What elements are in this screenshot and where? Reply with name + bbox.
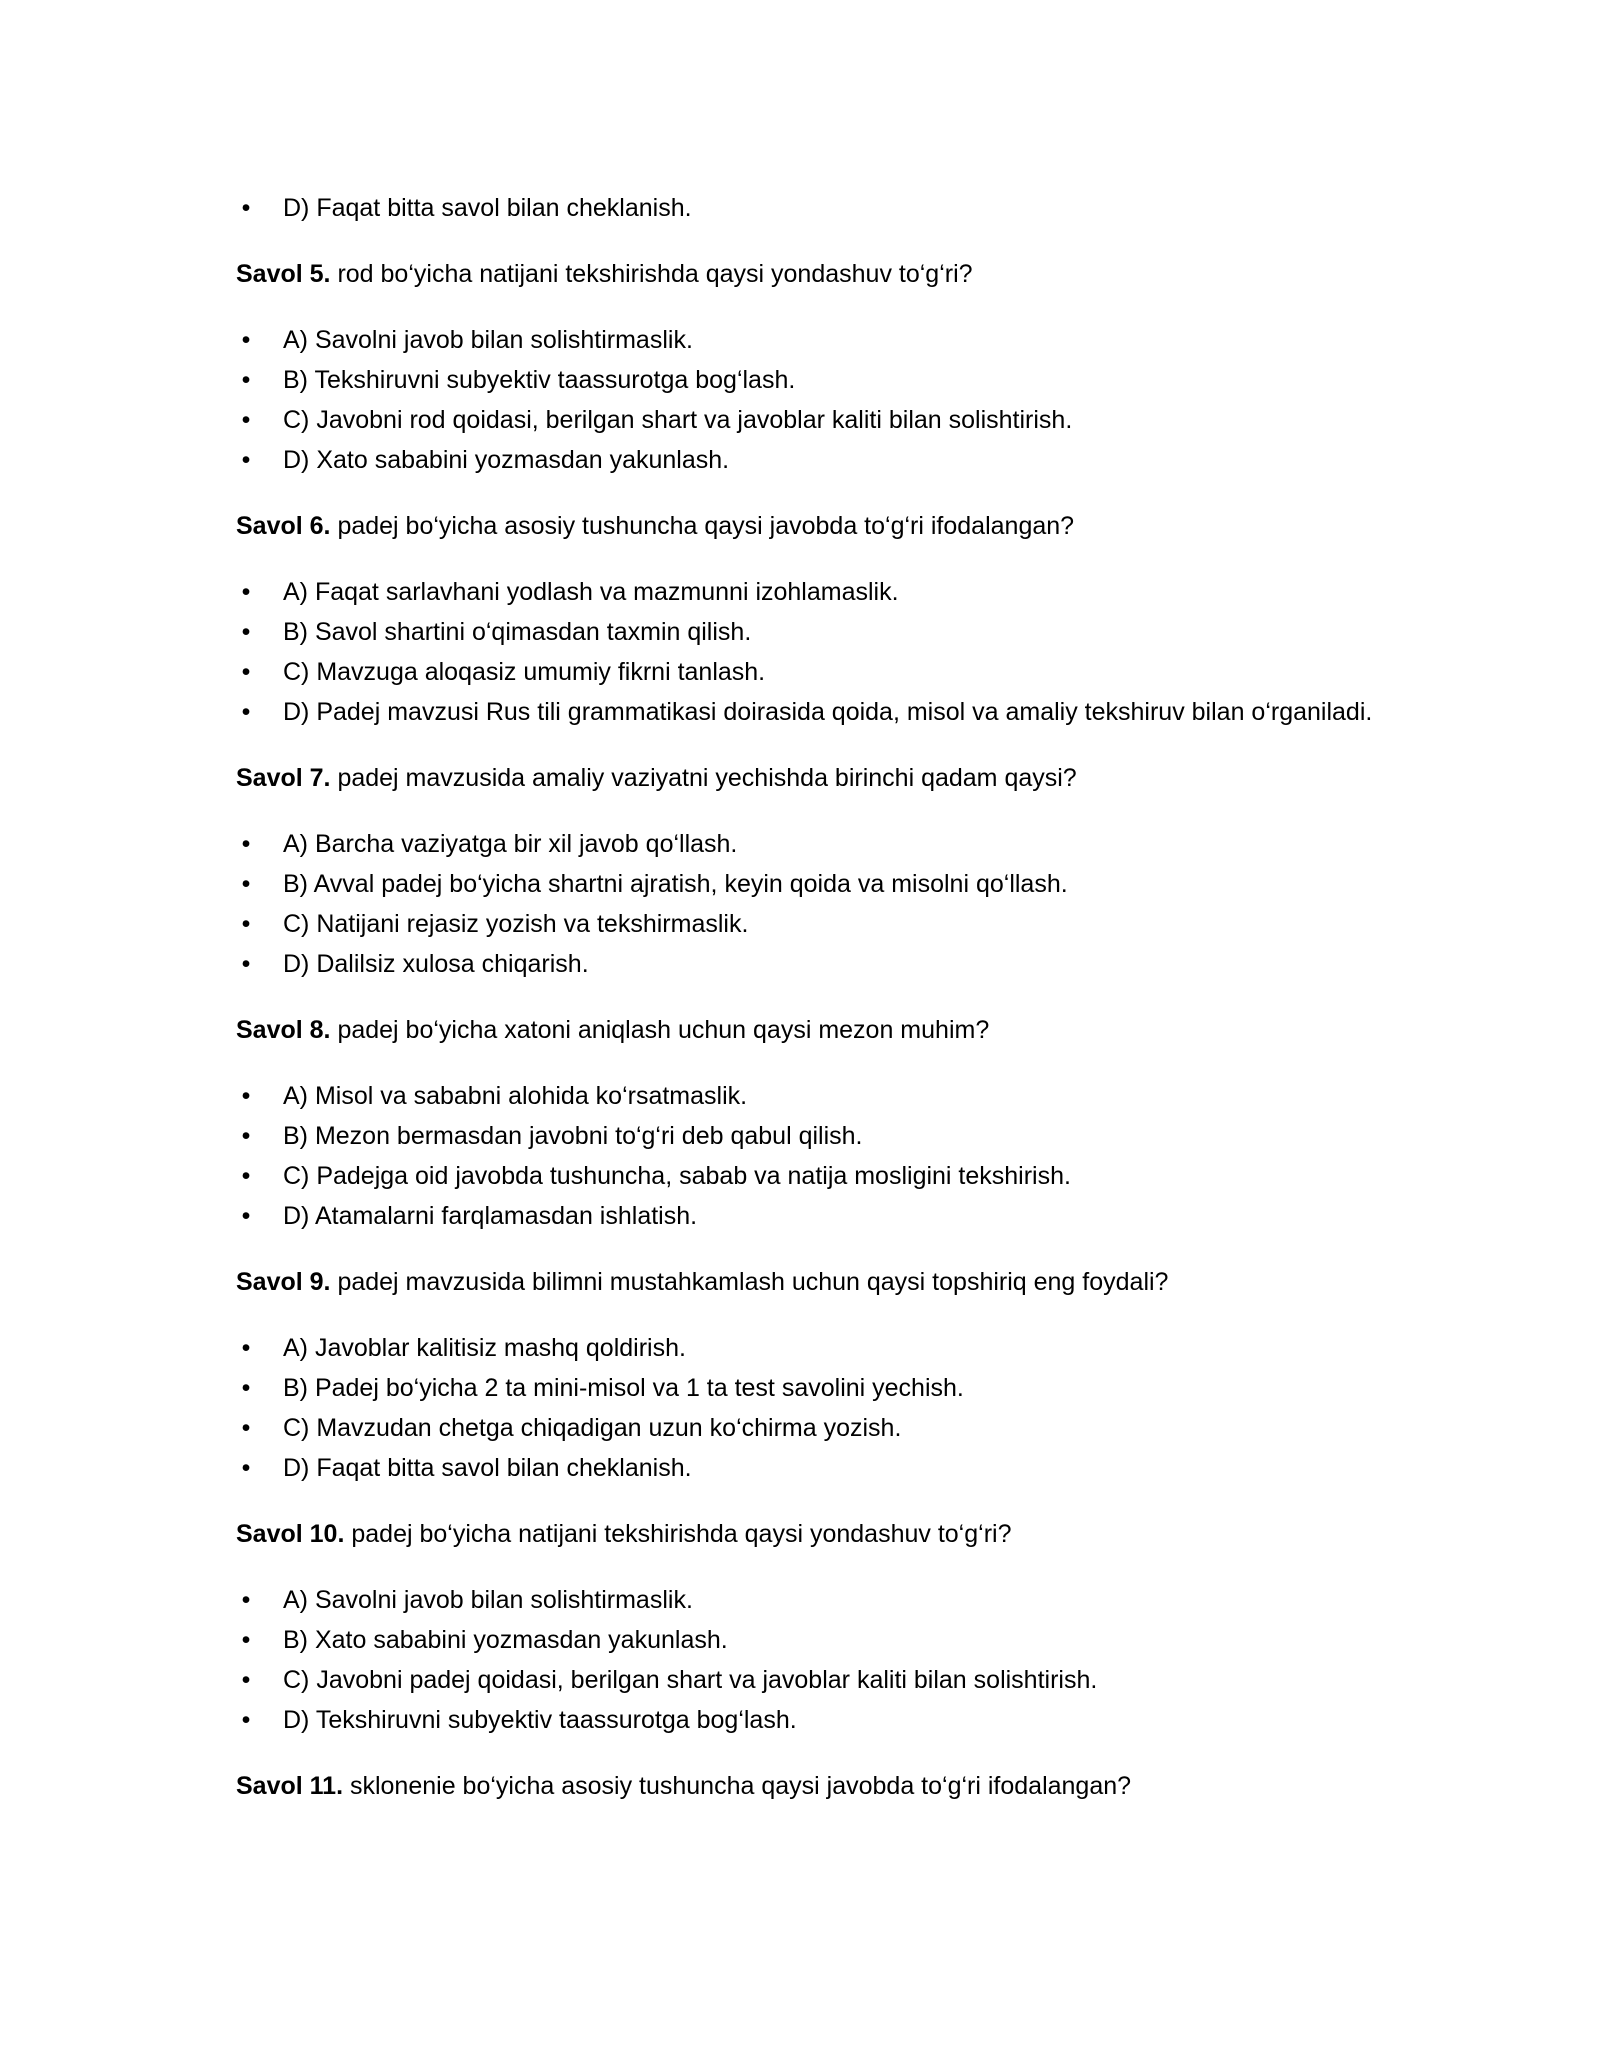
list-item <box>236 1328 1400 1368</box>
question-heading <box>236 1262 1400 1302</box>
option-text: B) Tekshiruvni subyektiv taassurotga bog‘lash. <box>283 366 796 394</box>
option-text: D) Faqat bitta savol bilan cheklanish. <box>283 194 692 222</box>
bullet-icon: • <box>241 1162 251 1190</box>
list-item <box>236 572 1400 612</box>
bullet-icon: • <box>241 830 251 858</box>
bullet-icon: • <box>241 1082 251 1110</box>
list-item <box>236 1700 1400 1740</box>
list-item <box>236 1620 1400 1660</box>
bullet-icon: • <box>241 194 251 222</box>
option-text: D) Padej mavzusi Rus tili grammatikasi doirasida qoida, misol va amaliy tekshiruv bilan o‘rganiladi. <box>283 698 1373 726</box>
list-item <box>236 1448 1400 1488</box>
option-list <box>236 188 1400 228</box>
question-number: Savol 11. <box>236 1772 344 1800</box>
list-item <box>236 1116 1400 1156</box>
list-item <box>236 1660 1400 1700</box>
option-list <box>236 1580 1400 1740</box>
bullet-icon: • <box>241 950 251 978</box>
question-text: padej bo‘yicha asosiy tushuncha qaysi javobda to‘g‘ri ifodalangan? <box>330 512 1075 540</box>
question-text: padej mavzusida amaliy vaziyatni yechishda birinchi qadam qaysi? <box>330 764 1077 792</box>
question-text: padej bo‘yicha natijani tekshirishda qaysi yondashuv to‘g‘ri? <box>344 1520 1012 1548</box>
question-number: Savol 5. <box>236 260 331 288</box>
list-item <box>236 1156 1400 1196</box>
list-item <box>236 188 1400 228</box>
question-number: Savol 7. <box>236 764 331 792</box>
question-heading <box>236 1010 1400 1050</box>
option-list <box>236 1076 1400 1236</box>
question-number: Savol 6. <box>236 512 331 540</box>
option-text: A) Faqat sarlavhani yodlash va mazmunni izohlamaslik. <box>283 578 899 606</box>
question-heading <box>236 758 1400 798</box>
bullet-icon: • <box>241 910 251 938</box>
bullet-icon: • <box>241 1666 251 1694</box>
question-text: padej mavzusida bilimni mustahkamlash uchun qaysi topshiriq eng foydali? <box>330 1268 1169 1296</box>
bullet-icon: • <box>241 1706 251 1734</box>
question-text: padej bo‘yicha xatoni aniqlash uchun qaysi mezon muhim? <box>330 1016 990 1044</box>
list-item <box>236 652 1400 692</box>
option-text: C) Padejga oid javobda tushuncha, sabab va natija mosligini tekshirish. <box>283 1162 1071 1190</box>
bullet-icon: • <box>241 406 251 434</box>
question-text: sklonenie bo‘yicha asosiy tushuncha qaysi javobda to‘g‘ri ifodalangan? <box>343 1772 1132 1800</box>
question-heading <box>236 1514 1400 1554</box>
list-item <box>236 692 1400 732</box>
option-text: D) Atamalarni farqlamasdan ishlatish. <box>283 1202 698 1230</box>
option-text: C) Mavzudan chetga chiqadigan uzun ko‘chirma yozish. <box>283 1414 902 1442</box>
bullet-icon: • <box>241 578 251 606</box>
bullet-icon: • <box>241 366 251 394</box>
list-item <box>236 320 1400 360</box>
question-heading <box>236 506 1400 546</box>
list-item <box>236 1196 1400 1236</box>
list-item <box>236 1408 1400 1448</box>
bullet-icon: • <box>241 1414 251 1442</box>
option-text: D) Faqat bitta savol bilan cheklanish. <box>283 1454 692 1482</box>
list-item <box>236 400 1400 440</box>
option-text: B) Padej bo‘yicha 2 ta mini-misol va 1 ta test savolini yechish. <box>283 1374 964 1402</box>
option-text: A) Javoblar kalitisiz mashq qoldirish. <box>283 1334 686 1362</box>
option-list <box>236 320 1400 480</box>
question-number: Savol 10. <box>236 1520 345 1548</box>
bullet-icon: • <box>241 1586 251 1614</box>
option-text: B) Avval padej bo‘yicha shartni ajratish, keyin qoida va misolni qo‘llash. <box>283 870 1068 898</box>
list-item <box>236 824 1400 864</box>
bullet-icon: • <box>241 1626 251 1654</box>
option-text: D) Tekshiruvni subyektiv taassurotga bog‘lash. <box>283 1706 797 1734</box>
option-list <box>236 1328 1400 1488</box>
bullet-icon: • <box>241 1334 251 1362</box>
bullet-icon: • <box>241 446 251 474</box>
question-heading <box>236 1766 1400 1806</box>
option-text: A) Barcha vaziyatga bir xil javob qo‘llash. <box>283 830 738 858</box>
question-number: Savol 9. <box>236 1268 331 1296</box>
bullet-icon: • <box>241 326 251 354</box>
option-text: C) Javobni padej qoidasi, berilgan shart va javoblar kaliti bilan solishtirish. <box>283 1666 1098 1694</box>
list-item <box>236 864 1400 904</box>
option-text: C) Natijani rejasiz yozish va tekshirmaslik. <box>283 910 749 938</box>
list-item <box>236 440 1400 480</box>
list-item <box>236 1076 1400 1116</box>
option-list <box>236 824 1400 984</box>
bullet-icon: • <box>241 698 251 726</box>
option-text: B) Mezon bermasdan javobni to‘g‘ri deb qabul qilish. <box>283 1122 863 1150</box>
list-item <box>236 944 1400 984</box>
list-item <box>236 1580 1400 1620</box>
bullet-icon: • <box>241 1122 251 1150</box>
option-text: D) Dalilsiz xulosa chiqarish. <box>283 950 589 978</box>
question-text: rod bo‘yicha natijani tekshirishda qaysi yondashuv to‘g‘ri? <box>330 260 973 288</box>
bullet-icon: • <box>241 618 251 646</box>
list-item <box>236 360 1400 400</box>
option-text: B) Xato sababini yozmasdan yakunlash. <box>283 1626 728 1654</box>
document-body <box>236 188 1400 1806</box>
list-item <box>236 904 1400 944</box>
question-number: Savol 8. <box>236 1016 331 1044</box>
bullet-icon: • <box>241 870 251 898</box>
bullet-icon: • <box>241 1374 251 1402</box>
bullet-icon: • <box>241 658 251 686</box>
bullet-icon: • <box>241 1454 251 1482</box>
list-item <box>236 1368 1400 1408</box>
question-heading <box>236 254 1400 294</box>
option-text: C) Javobni rod qoidasi, berilgan shart va javoblar kaliti bilan solishtirish. <box>283 406 1073 434</box>
option-text: A) Savolni javob bilan solishtirmaslik. <box>283 326 693 354</box>
option-text: C) Mavzuga aloqasiz umumiy fikrni tanlash. <box>283 658 766 686</box>
option-text: B) Savol shartini o‘qimasdan taxmin qilish. <box>283 618 752 646</box>
option-list <box>236 572 1400 732</box>
option-text: A) Savolni javob bilan solishtirmaslik. <box>283 1586 693 1614</box>
option-text: A) Misol va sababni alohida ko‘rsatmaslik. <box>283 1082 748 1110</box>
option-text: D) Xato sababini yozmasdan yakunlash. <box>283 446 730 474</box>
list-item <box>236 612 1400 652</box>
bullet-icon: • <box>241 1202 251 1230</box>
